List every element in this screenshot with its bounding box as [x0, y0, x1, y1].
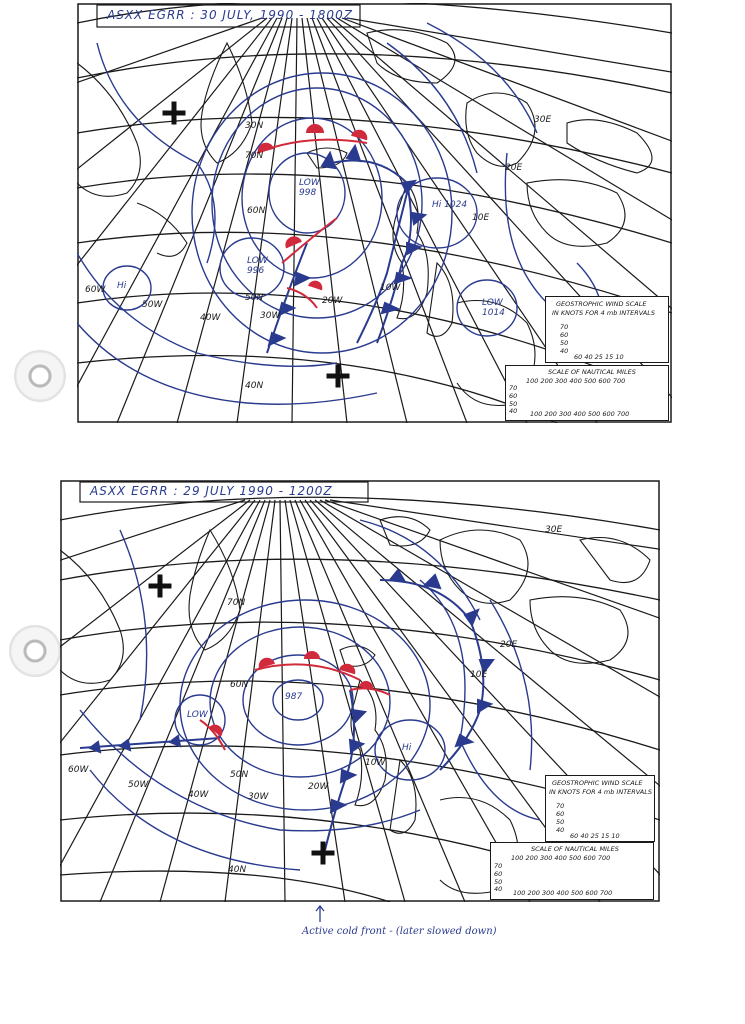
chart-2-miles-lat-40: 40: [494, 885, 503, 893]
chart-2-lat-40n: 40N: [228, 865, 247, 875]
chart-2-lat-50n: 50N: [230, 770, 249, 780]
punch-hole-bottom: [9, 625, 61, 677]
chart-1-lon-20w: 20W: [322, 296, 343, 306]
chart-1-lon-40w: 40W: [200, 313, 221, 323]
chart-1-miles-lat-70: 70: [509, 384, 518, 392]
chart-2-miles-lat-50: 50: [494, 878, 503, 886]
chart-1-low-996-value: 996: [247, 266, 265, 276]
chart-1-wind-scale-title: GEOSTROPHIC WIND SCALE: [556, 300, 647, 308]
annotation-arrow: [310, 904, 330, 924]
chart-2-warm-front-dome: [305, 652, 319, 659]
chart-1-lon-10w: 10W: [380, 283, 401, 293]
chart-1-high-1024-label: [432, 200, 467, 210]
chart-2-miles-top-ticks: 100 200 300 400 500 600 700: [511, 854, 611, 862]
chart-2-lon-60w: 60W: [68, 765, 89, 775]
chart-1-wind-lat-60: 60: [560, 331, 569, 339]
chart-1-miles-lat-50: 50: [509, 400, 518, 408]
chart-2-miles-scale-box: [490, 842, 654, 900]
chart-1-lon-10e: 10E: [472, 213, 490, 223]
chart-1-lat-50n: 50N: [245, 293, 264, 303]
chart-1-lon-30e: 30E: [534, 115, 552, 125]
chart-1-lon-20e: 20E: [505, 163, 523, 173]
chart-1-lat-30n: 30N: [245, 121, 264, 131]
chart-1-lon-50w: 50W: [142, 300, 163, 310]
chart-2-wind-scale-subtitle: IN KNOTS FOR 4 mb INTERVALS: [549, 788, 652, 796]
chart-1-lon-60w: 60W: [85, 285, 106, 295]
chart-1-lon-30w: 30W: [260, 311, 281, 321]
chart-2-title: ASXX EGRR : 29 JULY 1990 - 1200Z: [90, 484, 333, 498]
chart-1-lat-60n: 60N: [247, 206, 266, 216]
chart-2-miles-scale-title: SCALE OF NAUTICAL MILES: [531, 845, 619, 853]
chart-1-low-1014-value: 1014: [482, 308, 505, 318]
chart-2-lon-20w: 20W: [308, 782, 329, 792]
chart-1-warm-front-dome: [307, 125, 323, 133]
chart-1-miles-scale-title: SCALE OF NAUTICAL MILES: [548, 368, 636, 376]
punch-hole-top: [14, 350, 66, 402]
chart-2-wind-lat-50: 50: [556, 818, 565, 826]
chart-1-lat-70n: 70N: [245, 151, 264, 161]
chart-1-miles-scale-box: [505, 365, 669, 421]
chart-1-wind-lat-40: 40: [560, 347, 569, 355]
chart-2-miles-lat-70: 70: [494, 862, 503, 870]
chart-1-lat-40n: 40N: [245, 381, 264, 391]
chart-2-lon-40w: 40W: [188, 790, 209, 800]
chart-1-wind-speed-ticks: 60 40 25 15 10: [574, 353, 624, 361]
weather-chart-2: [60, 480, 660, 902]
chart-2-lon-10w: 10W: [365, 758, 386, 768]
chart-2-lon-50w: 50W: [128, 780, 149, 790]
chart-1-miles-lat-40: 40: [509, 407, 518, 415]
chart-1-miles-bottom-ticks: 100 200 300 400 500 600 700: [530, 410, 630, 418]
chart-2-wind-lat-40: 40: [556, 826, 565, 834]
chart-1-miles-top-ticks: 100 200 300 400 500 600 700: [526, 377, 626, 385]
chart-1-wind-lat-70: 70: [560, 323, 569, 331]
chart-1-low-998-label: LOW 998: [299, 178, 320, 198]
weather-chart-1: [77, 3, 672, 423]
chart-1-miles-lat-60: 60: [509, 392, 518, 400]
chart-2-lon-30w: 30W: [248, 792, 269, 802]
chart-1-title: ASXX EGRR : 30 JULY, 1990 - 1800Z: [107, 8, 353, 22]
chart-1-low-996-label: LOW 996: [247, 256, 268, 276]
chart-2-miles-lat-60: 60: [494, 870, 503, 878]
chart-2-wind-speed-ticks: 60 40 25 15 10: [570, 832, 620, 840]
chart-1-low-1014-label: LOW 1014: [482, 298, 505, 318]
chart-1-high-west-label: Hi: [117, 281, 127, 291]
chart-2-lat-70n: 70N: [227, 598, 246, 608]
chart-2-lat-60n: 60N: [230, 680, 249, 690]
chart-2-low-west-label: LOW: [187, 710, 208, 720]
chart-1-wind-scale-subtitle: IN KNOTS FOR 4 mb INTERVALS: [552, 309, 655, 317]
chart-2-lon-10e: 10E: [470, 670, 488, 680]
chart-2-wind-scale-box: [545, 775, 655, 842]
chart-1-low-998-value: 998: [299, 188, 317, 198]
chart-1-high-label: Hi: [432, 200, 442, 210]
chart-2-low-987-value: 987: [285, 692, 303, 702]
chart-1-wind-lat-50: 50: [560, 339, 569, 347]
chart-1-wind-scale-box: [545, 296, 669, 363]
chart-2-lon-30e: 30E: [545, 525, 563, 535]
chart-2-miles-bottom-ticks: 100 200 300 400 500 600 700: [513, 889, 613, 897]
chart-2-wind-lat-70: 70: [556, 802, 565, 810]
chart-2-wind-lat-60: 60: [556, 810, 565, 818]
chart-2-low-987-label: [285, 692, 302, 702]
cold-front-annotation: Active cold front - (later slowed down): [302, 926, 497, 937]
chart-2-wind-scale-title: GEOSTROPHIC WIND SCALE: [552, 779, 643, 787]
chart-1-high-1024-value: 1024: [444, 200, 468, 210]
chart-2-high-label: Hi: [402, 743, 412, 753]
chart-2-lon-20e: 20E: [500, 640, 518, 650]
